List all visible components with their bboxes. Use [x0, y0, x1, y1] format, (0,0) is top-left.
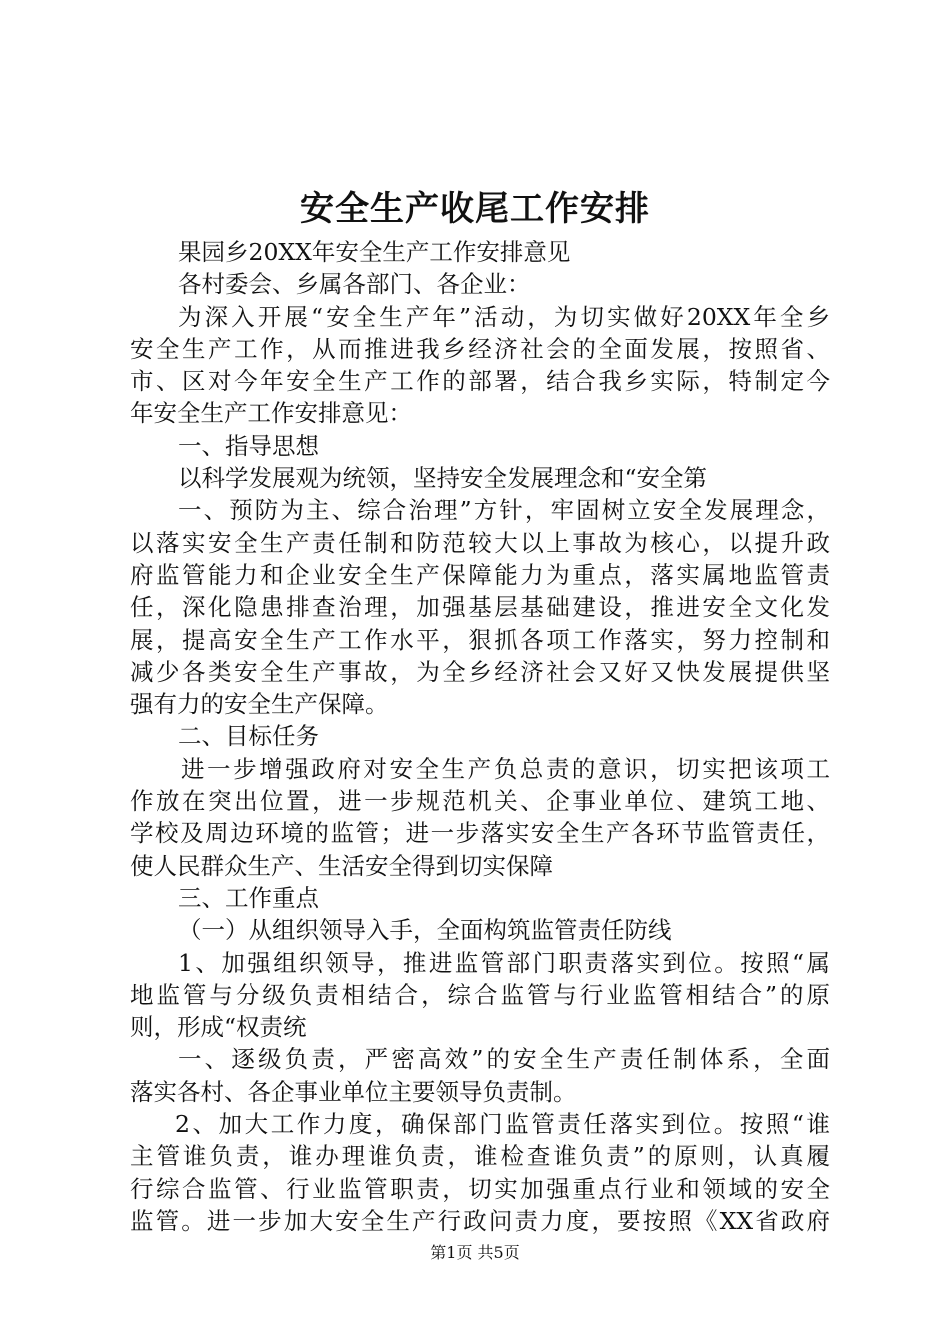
paragraph-line: 为深入开展“安全生产年”活动，为切实做好20XX年全乡	[178, 302, 830, 331]
paragraph-line: 府监管能力和企业安全生产保障能力为重点，落实属地监管责	[130, 560, 830, 589]
paragraph-line: 主管谁负责，谁办理谁负责，谁检查谁负责”的原则，认真履	[130, 1142, 830, 1171]
paragraph-line: 作放在突出位置，进一步规范机关、企事业单位、建筑工地、	[130, 787, 830, 816]
paragraph-line: 一、预防为主、综合治理”方针，牢固树立安全发展理念，	[178, 496, 830, 525]
salutation-line: 各村委会、乡属各部门、各企业：	[178, 270, 531, 299]
subsection-heading: （一）从组织领导入手，全面构筑监管责任防线	[178, 916, 672, 945]
paragraph-line: 年安全生产工作安排意见：	[130, 399, 412, 428]
paragraph-line: 市、区对今年安全生产工作的部署，结合我乡实际，特制定今	[130, 367, 830, 396]
paragraph-line: 以落实安全生产责任制和防范较大以上事故为核心，以提升政	[130, 528, 830, 557]
paragraph-line: 行综合监管、行业监管职责，切实加强重点行业和领域的安全	[130, 1174, 830, 1203]
paragraph-line: 使人民群众生产、生活安全得到切实保障	[130, 851, 553, 880]
paragraph-line: 以科学发展观为统领，坚持安全发展理念和“安全第	[178, 464, 708, 493]
paragraph-line: 安全生产工作，从而推进我乡经济社会的全面发展，按照省、	[130, 334, 830, 363]
paragraph-line: 监管。进一步加大安全生产行政问责力度，要按照《XX省政府	[130, 1206, 830, 1235]
section-heading: 三、工作重点	[178, 883, 319, 912]
paragraph-line: 一、逐级负责，严密高效”的安全生产责任制体系，全面	[178, 1045, 830, 1074]
page-footer: 第1页 共5页	[430, 1243, 520, 1262]
document-title: 安全生产收尾工作安排	[300, 189, 650, 229]
paragraph-line: 则，形成“权责统	[130, 1013, 307, 1042]
paragraph-line: 强有力的安全生产保障。	[130, 690, 389, 719]
paragraph-line: 2、加大工作力度，确保部门监管责任落实到位。按照“谁	[175, 1110, 830, 1139]
document-body	[130, 236, 830, 1237]
section-heading: 二、目标任务	[178, 722, 319, 751]
paragraph-line: 地监管与分级负责相结合，综合监管与行业监管相结合”的原	[130, 980, 830, 1009]
paragraph-line: 减少各类安全生产事故，为全乡经济社会又好又快发展提供坚	[130, 657, 830, 686]
paragraph-line: 落实各村、各企事业单位主要领导负责制。	[130, 1077, 577, 1106]
section-heading: 一、指导思想	[178, 431, 319, 460]
paragraph-line: 学校及周边环境的监管；进一步落实安全生产各环节监管责任，	[130, 819, 830, 848]
paragraph-line: 1、加强组织领导，推进监管部门职责落实到位。按照“属	[178, 948, 830, 977]
paragraph-line: 任，深化隐患排查治理，加强基层基础建设，推进安全文化发	[130, 593, 830, 622]
paragraph-line: 进一步增强政府对安全生产负总责的意识，切实把该项工	[181, 754, 830, 783]
subtitle-line: 果园乡20XX年安全生产工作安排意见	[178, 238, 571, 266]
paragraph-line: 展，提高安全生产工作水平，狠抓各项工作落实，努力控制和	[130, 625, 830, 654]
